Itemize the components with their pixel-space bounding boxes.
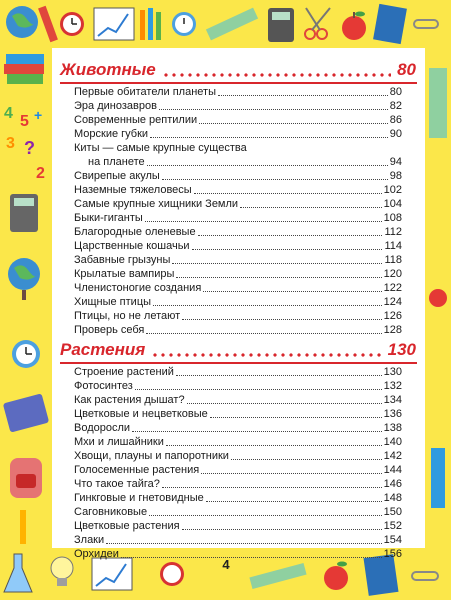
svg-text:4: 4 bbox=[4, 105, 13, 122]
alarm-clock-icon-bottom bbox=[160, 562, 184, 586]
toc-entry[interactable]: Эра динозавров 82 bbox=[74, 100, 402, 112]
toc-entry[interactable]: Благородные оленевые 112 bbox=[74, 226, 402, 238]
svg-text:2: 2 bbox=[36, 165, 45, 182]
numbers-doodle-icon bbox=[4, 105, 45, 182]
toc-entry[interactable]: Фотосинтез 132 bbox=[74, 380, 402, 392]
svg-text:+: + bbox=[34, 107, 43, 123]
lightbulb-icon bbox=[51, 557, 73, 586]
globe-icon bbox=[6, 6, 38, 38]
tablet-icon bbox=[3, 393, 49, 432]
section-title: Животные bbox=[60, 60, 156, 79]
toc-entry[interactable]: Цветковые растения 152 bbox=[74, 520, 402, 532]
toc-entry[interactable]: Быки-гиганты 108 bbox=[74, 212, 402, 224]
page-number: 4 bbox=[222, 557, 230, 572]
toc-entry[interactable]: Киты — самые крупные существа bbox=[74, 142, 247, 154]
toc-entry[interactable]: Голосеменные растения 144 bbox=[74, 464, 402, 476]
alarm-clock-icon-left bbox=[12, 340, 40, 368]
apple-icon bbox=[342, 12, 366, 41]
books-stack-icon bbox=[4, 54, 44, 84]
chart-board-icon-bottom bbox=[92, 558, 132, 590]
apple-icon-right bbox=[429, 289, 447, 307]
pencil-icon-left bbox=[20, 510, 26, 544]
toc-entry[interactable]: Орхидеи 156 bbox=[74, 548, 402, 560]
toc-entry[interactable]: Проверь себя 128 bbox=[74, 324, 402, 336]
toc-entry[interactable]: Цветковые и нецветковые 136 bbox=[74, 408, 402, 420]
section-page: 130 bbox=[387, 340, 416, 359]
section-heading-animals bbox=[60, 58, 416, 82]
svg-text:?: ? bbox=[24, 138, 35, 158]
entries-plants bbox=[74, 339, 402, 561]
toc-entry[interactable]: на планете 94 bbox=[88, 156, 402, 168]
toc-entry[interactable]: Водоросли 138 bbox=[74, 422, 402, 434]
toc-entry[interactable]: Первые обитатели планеты 80 bbox=[74, 86, 402, 98]
dot-leader bbox=[162, 73, 391, 77]
svg-text:5: 5 bbox=[20, 113, 29, 130]
toc-entry[interactable]: Мхи и лишайники 140 bbox=[74, 436, 402, 448]
alarm-clock-icon-2 bbox=[172, 12, 196, 36]
toc-entry[interactable]: Членистоногие создания 122 bbox=[74, 282, 402, 294]
section-underline bbox=[60, 82, 417, 84]
apple-icon-bottom bbox=[324, 562, 348, 591]
svg-text:3: 3 bbox=[6, 135, 15, 152]
section-title: Растения bbox=[60, 340, 146, 359]
pencil-icon-right bbox=[431, 448, 445, 508]
toc-entry[interactable]: Птицы, но не летают 126 bbox=[74, 310, 402, 322]
flask-icon bbox=[4, 554, 32, 592]
toc-entry[interactable]: Забавные грызуны 118 bbox=[74, 254, 402, 266]
toc-entry[interactable]: Хищные птицы 124 bbox=[74, 296, 402, 308]
school-supplies-left-border bbox=[0, 48, 52, 548]
calculator-icon bbox=[268, 8, 294, 42]
alarm-clock-icon bbox=[60, 12, 84, 36]
pencil-icon bbox=[38, 6, 58, 43]
paperclip-icon-bottom bbox=[412, 572, 438, 580]
ruler-icon bbox=[206, 8, 258, 41]
scissors-icon bbox=[305, 8, 330, 39]
toc-entry[interactable]: Что такое тайга? 146 bbox=[74, 478, 402, 490]
toc-entry[interactable]: Наземные тяжеловесы 102 bbox=[74, 184, 402, 196]
calculator-icon-left bbox=[10, 194, 38, 232]
paperclip-icon bbox=[414, 20, 438, 28]
toc-entry[interactable]: Саговниковые 150 bbox=[74, 506, 402, 518]
toc-entry[interactable]: Морские губки 90 bbox=[74, 128, 402, 140]
toc-entry[interactable]: Злаки 154 bbox=[74, 534, 402, 546]
entries-animals bbox=[74, 85, 402, 337]
globe-icon-left bbox=[8, 258, 40, 300]
ruler-icon-right bbox=[429, 68, 447, 138]
toc-entry[interactable]: Как растения дышат? 134 bbox=[74, 394, 402, 406]
toc-entry[interactable]: Самые крупные хищники Земли 104 bbox=[74, 198, 402, 210]
backpack-icon bbox=[10, 458, 42, 498]
school-supplies-right-border bbox=[425, 48, 451, 548]
toc-entry[interactable]: Свирепые акулы 98 bbox=[74, 170, 402, 182]
pencils-icon bbox=[140, 8, 161, 40]
school-supplies-top-border bbox=[0, 0, 451, 48]
toc-entry[interactable]: Гинкговые и гнетовидные 148 bbox=[74, 492, 402, 504]
contents-panel bbox=[52, 48, 425, 560]
notebook-icon bbox=[373, 4, 407, 44]
chart-board-icon bbox=[94, 8, 134, 40]
ruler-icon-bottom bbox=[249, 563, 306, 589]
toc-entry[interactable]: Строение растений 130 bbox=[74, 366, 402, 378]
toc-entry[interactable]: Современные рептилии 86 bbox=[74, 114, 402, 126]
section-page: 80 bbox=[397, 60, 416, 79]
toc-entry[interactable]: Хвощи, плауны и папоротники 142 bbox=[74, 450, 402, 462]
toc-entry[interactable]: Крылатые вампиры 120 bbox=[74, 268, 402, 280]
toc-entry[interactable]: Царственные кошачьи 114 bbox=[74, 240, 402, 252]
